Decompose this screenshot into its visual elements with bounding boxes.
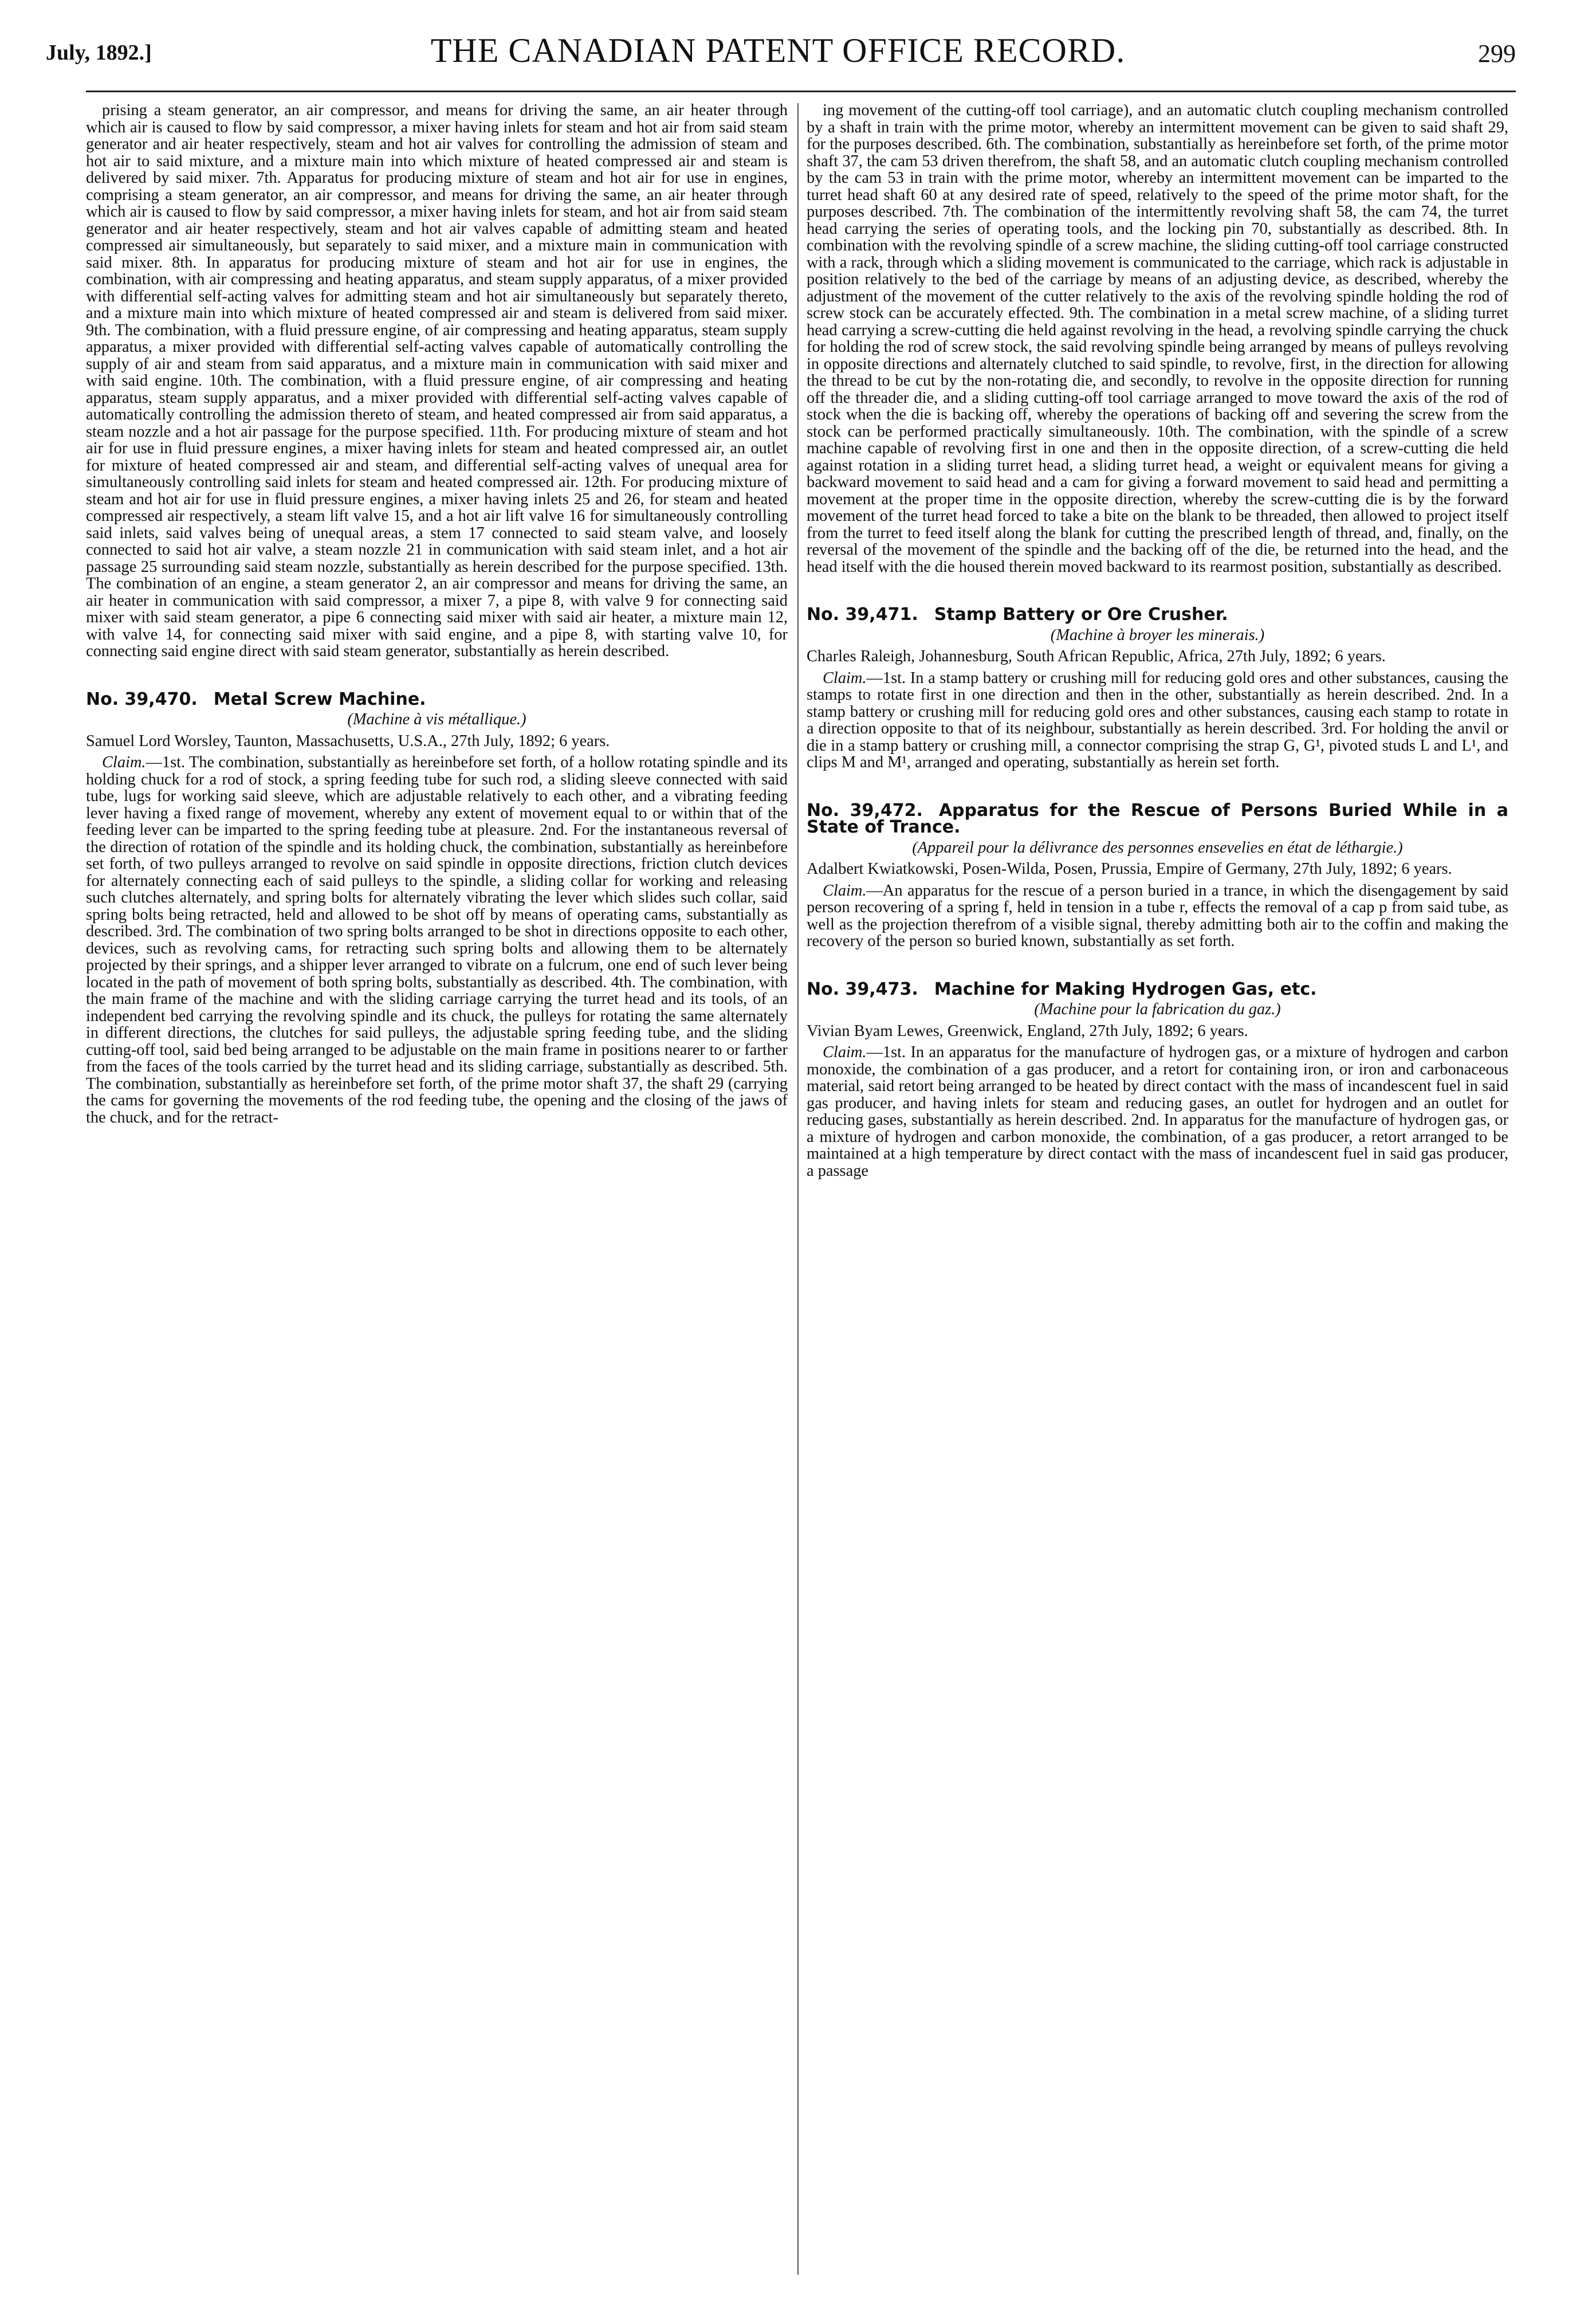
patent-title: Apparatus for the Rescue of Persons Buried While in a State of Trance.	[807, 800, 1508, 837]
claim-label: Claim.	[102, 753, 146, 771]
claim-label: Claim.	[823, 669, 867, 687]
patent-heading	[807, 981, 1508, 998]
patent-entry-39473	[807, 981, 1508, 1180]
inventor-line: Samuel Lord Worsley, Taunton, Massachusetts, U.S.A., 27th July, 1892; 6 years.	[86, 732, 610, 750]
column-divider	[797, 103, 799, 2275]
patent-subtitle: (Machine pour la fabrication du gaz.)	[1034, 1000, 1281, 1018]
patent-number: No. 39,473.	[807, 979, 918, 999]
patent-number: No. 39,470.	[86, 689, 198, 709]
issue-date: July, 1892.]	[46, 41, 152, 65]
claim-text: —1st. In a stamp battery or crushing mill for reducing gold ores and other substances, causing the stamps to rotate first in one direction and then in the other, substantially as herein described. 2nd. In a stamp battery or crushing mill for reducing gold ores and other substances, causing each stamp to rotate in a direction opposite to that of its neighbour, substantially as herein described. 3rd. For holding the anvil or die in a stamp battery or crushing mill, a connector comprising the strap G, G¹, pivoted studs L and L¹, and clips M and M¹, arranged and operating, substantially as herein set forth.	[807, 669, 1508, 771]
patent-heading	[807, 802, 1508, 836]
patent-heading	[807, 606, 1508, 623]
claim-label: Claim.	[823, 881, 867, 900]
claim-text: —1st. In an apparatus for the manufacture of hydrogen gas, or a mixture of hydrogen and carbon monoxide, the combination of a gas producer, and a retort for containing iron, or iron and carbonaceous material, said retort being arranged to be heated by direct contact with the mass of incandescent fuel in said gas producer, and having inlets for steam and reducing gases, an outlet for hydrogen and an outlet for reducing gases, substantially as herein described. 2nd. In apparatus for the manufacture of hydrogen gas, or a mixture of hydrogen and carbon monoxide, the combination, of a gas producer, a retort arranged to be maintained at a high temperature by direct contact with the mass of incandescent fuel in said gas producer, a passage	[807, 1043, 1508, 1180]
continued-claims-text: ing movement of the cutting-off tool carriage), and an automatic clutch coupling mechanism controlled by a shaft in train with the prime motor, whereby an intermittent movement can be given to said shaft 29, for the purposes described. 6th. The combination, substantially as hereinbefore set forth, of the prime motor shaft 37, the cam 53 driven therefrom, the shaft 58, and an automatic clutch coupling mechanism controlled by the cam 53 in train with the prime motor, whereby an intermittent movement can be imparted to the turret head shaft 60 at any desired rate of speed, relatively to the speed of the prime motor shaft, for the purposes described. 7th. The combination of the intermittently revolving shaft 58, the cam 74, the turret head carrying the series of operating tools, and the locking pin 70, substantially as described. 8th. In combination with the revolving spindle of a screw machine, the sliding cutting-off tool carriage constructed with a rack, through which a sliding movement is communicated to the carriage, which rack is adjustable in position relatively to the bed of the carriage by means of an adjusting device, as described, whereby the adjustment of the movement of the cutter relatively to the axis of the revolving spindle holding the rod of screw stock can be accurately effected. 9th. The combination in a metal screw machine, of a sliding turret head carrying a screw-cutting die held against revolving in the head, a revolving spindle carrying the chuck for holding the rod of screw stock, the said revolving spindle being arranged by means of pulleys revolving in opposite directions and alternately clutched to said spindle, to revolve, first, in the direction for allowing the thread to be cut by the non-rotating die, and secondly, to revolve in the opposite direction for running off the threader die, and a sliding cutting-off tool carriage arranged to move toward the axis of the rod of stock when the die is backing off, whereby the operations of backing off and severing the screw from the stock can be performed practically simultaneously. 10th. The combination, with the spindle of a screw machine capable of revolving first in one and then in the opposite direction, of a screw-cutting die held against rotation in a sliding turret head, a sliding turret head, a weight or equivalent means for giving a backward movement to said head and a cam for giving a forward movement to said head and permitting a movement at the proper time in the opposite direction, whereby the screw-cutting die is by the forward movement of the turret head forced to take a bite on the blank to be threaded, then allowed to project itself from the turret to feed itself along the blank for cutting the prescribed length of thread, and, finally, on the reversal of the movement of the spindle and the backing off of the die, be returned into the head, and the head itself with the die housed therein moved backward to its rearmost position, substantially as described.	[807, 102, 1508, 576]
patent-subtitle: (Machine à broyer les minerais.)	[1050, 626, 1265, 644]
right-column	[807, 102, 1508, 2279]
claim-paragraph	[86, 754, 788, 1126]
page-number: 299	[1478, 40, 1516, 68]
patent-entry-39470	[86, 691, 788, 1127]
patent-title: Machine for Making Hydrogen Gas, etc.	[934, 979, 1317, 999]
continued-claims-text: prising a steam generator, an air compressor, and means for driving the same, an air heater through which air is caused to flow by said compressor, a mixer having inlets for steam and hot air from said steam generator and air heater respectively, steam and hot air valves for controlling the admission of steam and hot air to said mixture, and a mixture main into which mixture of heated compressed air and steam is delivered by said mixer. 7th. Apparatus for producing mixture of steam and hot air for use in engines, comprising a steam generator, an air compressor, and means for driving the same, an air heater through which air is caused to flow by said compressor, a mixer having inlets for steam, and hot air from said steam generator and air heater respectively, steam and hot air valves capable of admitting steam and heated compressed air simultaneously, but separately to said mixer, and a mixture main in communication with said mixer. 8th. In apparatus for producing mixture of steam and hot air for use in engines, the combination, with air compressing and heating apparatus, and steam supply apparatus, of a mixer provided with differential self-acting valves for admitting steam and hot air simultaneously but separately thereto, and a mixture main into which mixture of heated compressed air and steam is delivered from said mixer. 9th. The combination, with a fluid pressure engine, of air compressing and heating apparatus, steam supply apparatus, a mixer provided with differential self-acting valves capable of automatically controlling the supply of air and steam from said apparatus, and a mixture main in communication with said mixer and with said engine. 10th. The combination, with a fluid pressure engine, of air compressing and heating apparatus, steam supply apparatus, and a mixer provided with differential self-acting valves capable of automatically controlling the admission thereto of steam, and heated compressed air from said apparatus, a steam nozzle and a hot air passage for the purpose specified. 11th. For producing mixture of steam and hot air for use in fluid pressure engines, a mixer having inlets for steam and heated compressed air, an outlet for mixture of heated compressed air and steam, and differential self-acting valves of unequal area for simultaneously controlling said inlets for steam and heated compressed air. 12th. For producing mixture of steam and hot air for use in fluid pressure engines, a mixer having inlets 25 and 26, for steam and heated compressed air respectively, a steam lift valve 15, and a hot air lift valve 16 for simultaneously controlling said inlets, said valves being of unequal areas, a stem 17 connected to said steam valve, and loosely connected to said hot air valve, a steam nozzle 21 in communication with said steam inlet, and a hot air passage 25 surrounding said steam nozzle, substantially as herein described for the purpose specified. 13th. The combination of an engine, a steam generator 2, an air compressor and means for driving the same, an air heater in communication with said compressor, a mixer 7, a pipe 8, with valve 9 for connecting said mixer with said steam generator, a pipe 6 connecting said mixer with said air heater, a mixture main 12, with valve 14, for connecting said mixer with said engine, and a pipe 8, with starting valve 10, for connecting said engine direct with said steam generator, substantially as herein described.	[86, 102, 788, 660]
publication-title: THE CANADIAN PATENT OFFICE RECORD.	[430, 32, 1126, 69]
patent-subtitle: (Appareil pour la délivrance des personnes ensevelies en état de léthargie.)	[912, 838, 1403, 857]
inventor-line: Charles Raleigh, Johannesburg, South African Republic, Africa, 27th July, 1892; 6 years.	[807, 647, 1386, 665]
patent-number: No. 39,472.	[807, 800, 923, 821]
patent-title: Stamp Battery or Ore Crusher.	[934, 605, 1228, 625]
patent-title: Metal Screw Machine.	[213, 689, 426, 709]
claim-paragraph	[807, 670, 1508, 771]
inventor-line: Vivian Byam Lewes, Greenwick, England, 27th July, 1892; 6 years.	[807, 1022, 1248, 1040]
patent-number: No. 39,471.	[807, 605, 918, 625]
inventor-line: Adalbert Kwiatkowski, Posen-Wilda, Posen, Prussia, Empire of Germany, 27th July, 1892; 6 years.	[807, 860, 1452, 878]
header-rule	[86, 91, 1516, 92]
patent-heading	[86, 691, 788, 708]
claim-text: —An apparatus for the rescue of a person buried in a trance, in which the disengagement by said person recovering of a spring f, held in tension in a tube r, effects the removal of a cap p from said tube, as well as the projection therefrom of a visible signal, thereby admitting both air to the coffin and making the recovery of the person so buried known, substantially as set forth.	[807, 881, 1508, 950]
claim-text: —1st. The combination, substantially as hereinbefore set forth, of a hollow rotating spindle and its holding chuck for a rod of stock, a spring feeding tube for such rod, a sliding sleeve connected with said tube, lugs for working said sleeve, which are adjustable relatively to each other, and a vibrating feeding lever having a fixed range of movement, whereby any extent of movement equal to or within that of the feeding lever can be imparted to the spring feeding tube at pleasure. 2nd. For the instantaneous reversal of the direction of rotation of the spindle and its holding chuck, the combination, substantially as hereinbefore set forth, of two pulleys arranged to revolve on said spindle in opposite directions, friction clutch devices for alternately connecting each of said pulleys to the spindle, a sliding collar for working and releasing such clutches alternately, and spring bolts for alternately vibrating the lever which slides such collar, said spring bolts being retracted, held and allowed to be shot off by means of operating cams, substantially as described. 3rd. The combination of two spring bolts arranged to be shot in directions opposite to each other, devices, such as revolving cams, for retracting such spring bolts and allowing them to be alternately projected by their springs, and a shipper lever arranged to vibrate on a fulcrum, one end of such lever being located in the path of movement of both spring bolts, substantially as described. 4th. The combination, with the main frame of the machine and with the sliding carriage carrying the turret head and its tools, of an independent bed carrying the revolving spindle and its chuck, the pulleys for rotating the same alternately in different directions, the clutches for said pulleys, the adjustable spring feeding tube, and the sliding cutting-off tool, said bed being arranged to be adjustable on the main frame in positions nearer to or farther from the faces of the tools carried by the turret head and its sliding carriage, substantially as described. 5th. The combination, substantially as hereinbefore set forth, of the prime motor shaft 37, the shaft 29 (carrying the cams for governing the movements of the rod feeding tube, the opening and the closing of the jaws of the chuck, and for the retract-	[86, 753, 788, 1127]
patent-entry-39471	[807, 606, 1508, 771]
patent-subtitle: (Machine à vis métallique.)	[347, 711, 526, 728]
claim-paragraph	[807, 1044, 1508, 1179]
left-column	[86, 102, 788, 2279]
page-header	[40, 29, 1516, 80]
claim-label: Claim.	[823, 1043, 867, 1061]
patent-entry-39472	[807, 802, 1508, 950]
claim-paragraph	[807, 882, 1508, 950]
